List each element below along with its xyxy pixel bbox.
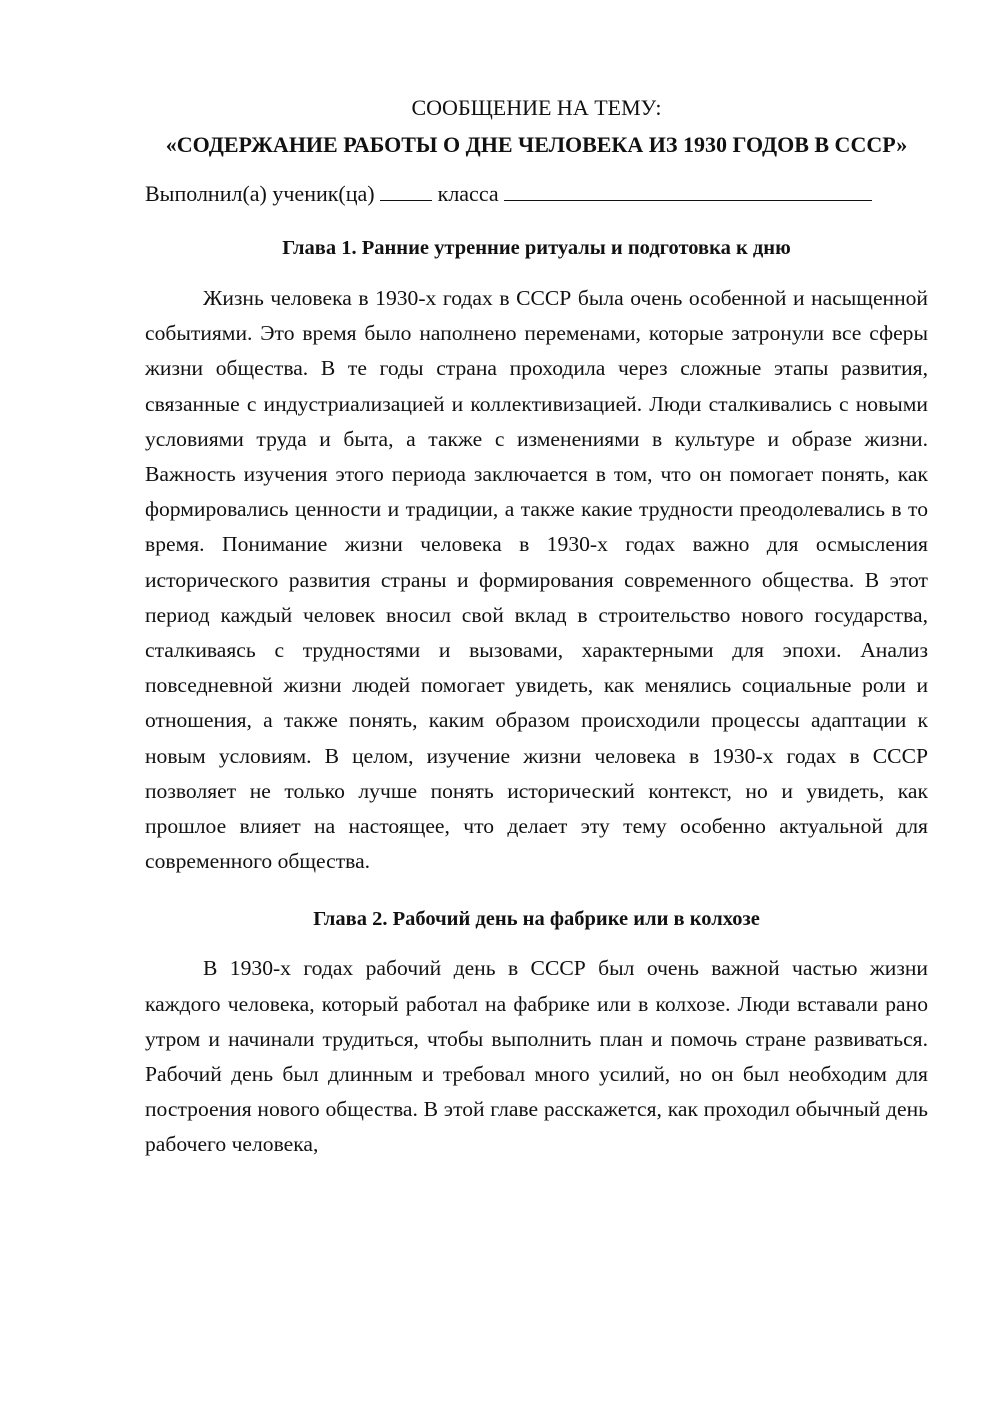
chapter-1-paragraph: Жизнь человека в 1930-х годах в СССР была очень особенной и насыщенной событиями. Это время было наполнено переменами, которые затронули все сферы жизни общества. В те годы страна проходила через сложные этапы развития, связанные с индустриализацией и коллективизацией. Люди сталкивались с новыми условиями труда и быта, а также с изменениями в культуре и образе жизни. Важность изучения этого периода заключается в том, что он помогает понять, как формировались ценности и традиции, а также какие трудности преодолевались в то время. Понимание жизни человека в 1930-х годах важно для осмысления исторического развития страны и формирования современного общества. В этот период каждый человек вносил свой вклад в строительство нового государства, сталкиваясь с трудностями и вызовами, характерными для эпохи. Анализ повседневной жизни людей помогает увидеть, как менялись социальные роли и отношения, а также понять, каким образом происходили процессы адаптации к новым условиям. В целом, изучение жизни человека в 1930-х годах в СССР позволяет не только лучше понять исторический контекст, но и увидеть, как прошлое влияет на настоящее, что делает эту тему особенно актуальной для современного общества.	[145, 286, 928, 874]
document-page	[145, 90, 928, 1163]
class-number-blank	[380, 180, 432, 201]
author-label: Выполнил(а) ученик(ца)	[145, 181, 375, 206]
document-title: «СОДЕРЖАНИЕ РАБОТЫ О ДНЕ ЧЕЛОВЕКА ИЗ 1930 ГОДОВ В СССР»	[165, 132, 908, 157]
chapter-1-title: Глава 1. Ранние утренние ритуалы и подготовка к дню	[282, 237, 791, 259]
class-label: класса	[437, 181, 499, 206]
author-line	[145, 176, 928, 212]
author-name-blank	[504, 180, 872, 201]
chapter-2-title: Глава 2. Рабочий день на фабрике или в колхозе	[313, 908, 760, 931]
document-heading: СООБЩЕНИЕ НА ТЕМУ:	[411, 95, 662, 120]
chapter-2-paragraph: В 1930-х годах рабочий день в СССР был очень важной частью жизни каждого человека, который работал на фабрике или в колхозе. Люди вставали рано утром и начинали трудиться, чтобы выполнить план и помочь стране развиваться. Рабочий день был длинным и требовал много усилий, но он был необходим для построения нового общества. В этой главе расскажется, как проходил обычный день рабочего человека,	[145, 956, 928, 1157]
